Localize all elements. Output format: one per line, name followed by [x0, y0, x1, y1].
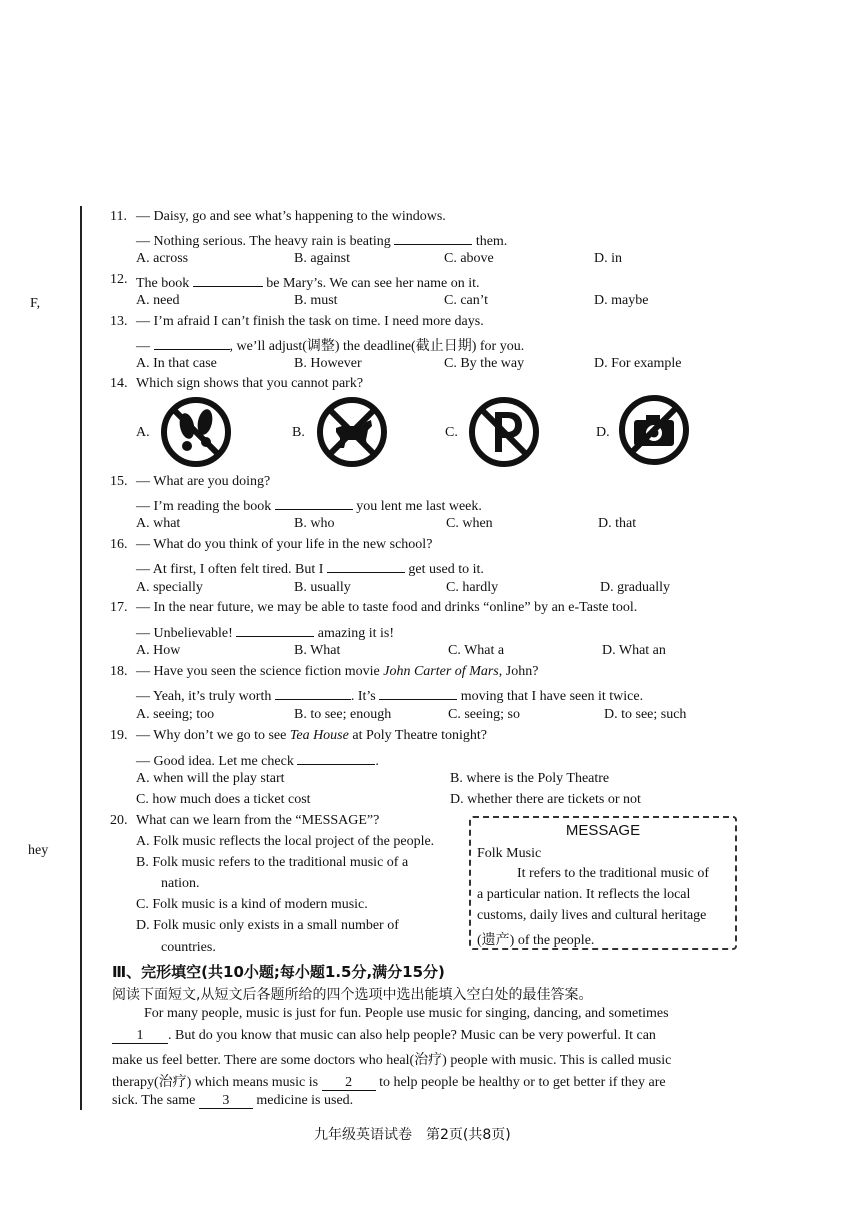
- option-c[interactable]: C. hardly: [446, 580, 499, 595]
- line-text: at Poly Theatre tonight?: [348, 728, 488, 743]
- line-text: , John?: [498, 664, 539, 679]
- option-b[interactable]: B.: [292, 425, 305, 440]
- section-instruction: 阅读下面短文,从短文后各题所给的四个选项中选出能填入空白处的最佳答案。: [112, 987, 593, 1003]
- question-number: 14.: [110, 376, 128, 391]
- line-text: — Nothing serious. The heavy rain is beating: [136, 234, 391, 249]
- answer-blank[interactable]: [193, 272, 263, 287]
- option-c[interactable]: C. seeing; so: [448, 707, 520, 722]
- option-a[interactable]: A. what: [136, 516, 181, 531]
- option-d-continued[interactable]: countries.: [161, 940, 216, 955]
- line-text: .: [375, 754, 379, 769]
- message-text: customs, daily lives and cultural heritage: [477, 908, 707, 923]
- option-a[interactable]: A. need: [136, 293, 180, 308]
- option-b[interactable]: B. What: [294, 643, 341, 658]
- question-number: 11.: [110, 209, 127, 224]
- line-text: — Have you seen the science fiction movie: [136, 664, 384, 679]
- option-a[interactable]: A. across: [136, 251, 189, 266]
- option-d[interactable]: D. that: [598, 516, 637, 531]
- option-b[interactable]: B. Folk music refers to the traditional music of a: [136, 855, 409, 870]
- line-text: . But do you know that music can also help people? Music can be very powerful. It can: [168, 1028, 656, 1043]
- line-text: to help people be healthy or to get better if they are: [379, 1075, 666, 1090]
- page-footer: 九年级英语试卷 第2页(共8页): [314, 1127, 511, 1143]
- binding-margin-line: [80, 206, 82, 1110]
- option-d[interactable]: D. maybe: [594, 293, 649, 308]
- message-subtitle: Folk Music: [477, 846, 542, 861]
- option-c[interactable]: C. By the way: [444, 356, 525, 371]
- question-line: [136, 750, 379, 770]
- passage-line: make us feel better. There are some doctors who heal(治疗) people with music. This is called music: [112, 1053, 672, 1068]
- question-number: 12.: [110, 272, 128, 287]
- question-stem: — I’m afraid I can’t finish the task on time. I need more days.: [136, 314, 484, 329]
- option-b[interactable]: B. must: [294, 293, 338, 308]
- message-text: a particular nation. It reflects the local: [477, 887, 691, 902]
- question-line: [136, 230, 507, 250]
- question-stem: — Daisy, go and see what’s happening to the windows.: [136, 209, 446, 224]
- option-d[interactable]: D. Folk music only exists in a small number of: [136, 918, 399, 933]
- question-stem: — What are you doing?: [136, 474, 271, 489]
- answer-blank[interactable]: [275, 685, 351, 700]
- line-text: sick. The same: [112, 1093, 196, 1108]
- line-text: moving that I have seen it twice.: [460, 689, 644, 704]
- option-d[interactable]: D. whether there are tickets or not: [450, 792, 641, 807]
- option-d[interactable]: D. in: [594, 251, 622, 266]
- line-text: — At first, I often felt tired. But I: [136, 562, 324, 577]
- cloze-blank-3[interactable]: 3: [199, 1094, 253, 1109]
- line-text: — I’m reading the book: [136, 499, 272, 514]
- option-a[interactable]: A. How: [136, 643, 181, 658]
- cloze-blank-1[interactable]: 1: [112, 1029, 168, 1044]
- message-text: (遗产) of the people.: [477, 933, 595, 948]
- option-c[interactable]: C. when: [446, 516, 493, 531]
- option-b[interactable]: B. who: [294, 516, 335, 531]
- line-text: , we’ll adjust(调整) the deadline(截止日期) for you.: [229, 339, 525, 354]
- line-text: medicine is used.: [256, 1093, 354, 1108]
- option-d[interactable]: D. For example: [594, 356, 682, 371]
- question-line: [136, 495, 482, 515]
- line-text: — Good idea. Let me check: [136, 754, 294, 769]
- movie-title: John Carter of Mars: [383, 664, 499, 679]
- line-text: therapy(治疗) which means music is: [112, 1075, 319, 1090]
- line-text: get used to it.: [408, 562, 484, 577]
- message-box: [469, 816, 737, 950]
- answer-blank[interactable]: [297, 750, 375, 765]
- option-d[interactable]: D. What an: [602, 643, 666, 658]
- question-line: [136, 685, 643, 705]
- play-title: Tea House: [289, 728, 349, 743]
- side-mark: F,: [30, 296, 41, 311]
- line-text: —: [136, 339, 150, 354]
- side-note: hey: [28, 843, 49, 858]
- line-text: be Mary’s. We can see her name on it.: [266, 276, 480, 291]
- no-camera-sign-icon[interactable]: [618, 394, 690, 466]
- section-heading: Ⅲ、完形填空(共10小题;每小题1.5分,满分15分): [112, 963, 445, 981]
- option-a[interactable]: A. seeing; too: [136, 707, 215, 722]
- no-walking-sign-icon[interactable]: [160, 396, 232, 468]
- no-parking-sign-icon[interactable]: [468, 396, 540, 468]
- option-c[interactable]: C. above: [444, 251, 494, 266]
- message-text: It refers to the traditional music of: [517, 866, 710, 881]
- option-c[interactable]: C. how much does a ticket cost: [136, 792, 311, 807]
- no-dogs-sign-icon[interactable]: [316, 396, 388, 468]
- option-b[interactable]: B. where is the Poly Theatre: [450, 771, 610, 786]
- option-d[interactable]: D. to see; such: [604, 707, 687, 722]
- option-d[interactable]: D.: [596, 425, 610, 440]
- option-d[interactable]: D. gradually: [600, 580, 670, 595]
- answer-blank[interactable]: [236, 622, 314, 637]
- option-a[interactable]: A. when will the play start: [136, 771, 285, 786]
- passage-line: [112, 1093, 353, 1109]
- question-number: 20.: [110, 813, 128, 828]
- question-stem: — What do you think of your life in the new school?: [136, 537, 433, 552]
- option-b[interactable]: B. to see; enough: [294, 707, 392, 722]
- question-stem: [136, 664, 538, 680]
- question-number: 19.: [110, 728, 128, 743]
- option-c[interactable]: C. What a: [448, 643, 505, 658]
- question-stem: Which sign shows that you cannot park?: [136, 376, 364, 391]
- answer-blank[interactable]: [275, 495, 353, 510]
- option-a[interactable]: A. In that case: [136, 356, 217, 371]
- question-number: 17.: [110, 600, 128, 615]
- option-a[interactable]: A. Folk music reflects the local project of the people.: [136, 834, 435, 849]
- option-c[interactable]: C.: [445, 425, 458, 440]
- question-number: 18.: [110, 664, 128, 679]
- question-stem: — In the near future, we may be able to taste food and drinks “online” by an e-Taste tool.: [136, 600, 638, 615]
- passage-line: [112, 1028, 656, 1044]
- line-text: you lent me last week.: [356, 499, 482, 514]
- question-line: [136, 558, 484, 578]
- answer-blank[interactable]: [154, 335, 230, 350]
- line-text: . It’s: [350, 689, 376, 704]
- option-b[interactable]: B. However: [294, 356, 362, 371]
- question-number: 16.: [110, 537, 128, 552]
- answer-blank[interactable]: [394, 230, 472, 245]
- message-title: MESSAGE: [565, 822, 641, 839]
- question-stem: What can we learn from the “MESSAGE”?: [136, 813, 380, 828]
- option-c[interactable]: C. can’t: [444, 293, 489, 308]
- option-a[interactable]: A.: [136, 425, 150, 440]
- option-b-continued[interactable]: nation.: [161, 876, 200, 891]
- line-text: them.: [475, 234, 508, 249]
- line-text: amazing it is!: [317, 626, 394, 641]
- line-text: — Unbelievable!: [136, 626, 233, 641]
- answer-blank[interactable]: [327, 558, 405, 573]
- option-b[interactable]: B. usually: [294, 580, 351, 595]
- cloze-blank-2[interactable]: 2: [322, 1076, 376, 1091]
- question-line: [136, 622, 394, 642]
- passage-line: [112, 1071, 666, 1091]
- line-text: The book: [136, 276, 190, 291]
- line-text: — Why don’t we go to see: [136, 728, 290, 743]
- option-a[interactable]: A. specially: [136, 580, 203, 595]
- passage-line: For many people, music is just for fun. People use music for singing, dancing, and sometimes: [144, 1006, 669, 1021]
- question-line: [136, 272, 479, 292]
- answer-blank[interactable]: [379, 685, 457, 700]
- question-line: [136, 335, 524, 355]
- option-b[interactable]: B. against: [294, 251, 350, 266]
- question-number: 15.: [110, 474, 128, 489]
- question-stem: [136, 728, 487, 744]
- line-text: — Yeah, it’s truly worth: [136, 689, 272, 704]
- option-c[interactable]: C. Folk music is a kind of modern music.: [136, 897, 368, 912]
- question-number: 13.: [110, 314, 128, 329]
